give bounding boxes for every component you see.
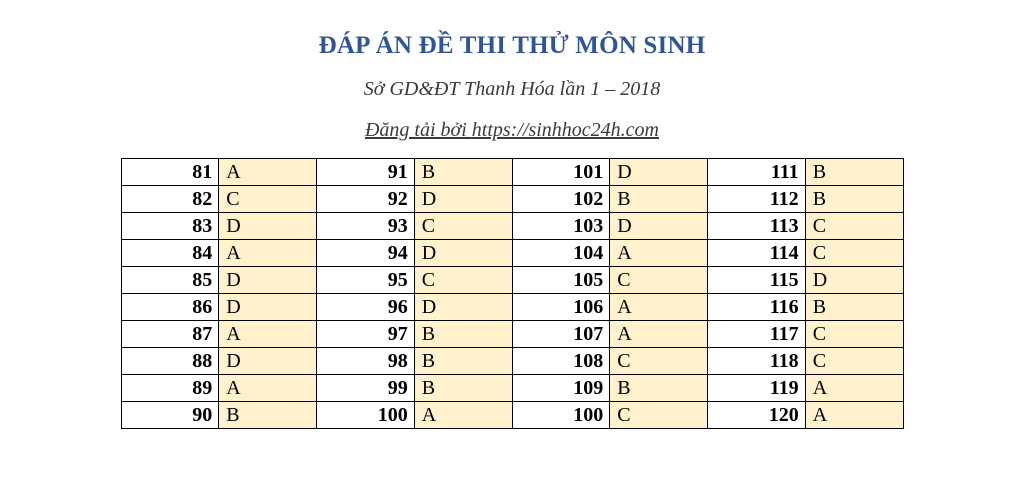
- question-number: 118: [708, 348, 805, 375]
- question-number: 95: [317, 267, 414, 294]
- answer-letter: B: [610, 186, 708, 213]
- answer-letter: C: [219, 186, 317, 213]
- answer-letter: B: [414, 348, 512, 375]
- answer-letter: A: [610, 294, 708, 321]
- question-number: 108: [512, 348, 609, 375]
- answer-letter: B: [414, 159, 512, 186]
- question-number: 93: [317, 213, 414, 240]
- table-row: [122, 321, 904, 348]
- question-number: 91: [317, 159, 414, 186]
- question-number: 100: [512, 402, 609, 429]
- question-number: 102: [512, 186, 609, 213]
- answer-letter: C: [610, 348, 708, 375]
- table-row: [122, 159, 904, 186]
- question-number: 115: [708, 267, 805, 294]
- answer-letter: D: [219, 348, 317, 375]
- answer-letter: A: [414, 402, 512, 429]
- credit-link[interactable]: https://sinhhoc24h.com: [471, 119, 659, 141]
- answer-letter: D: [610, 213, 708, 240]
- question-number: 119: [708, 375, 805, 402]
- question-number: 90: [122, 402, 219, 429]
- question-number: 83: [122, 213, 219, 240]
- question-number: 103: [512, 213, 609, 240]
- answer-letter: D: [414, 294, 512, 321]
- answer-letter: A: [610, 240, 708, 267]
- answer-letter: C: [610, 267, 708, 294]
- answer-letter: D: [219, 294, 317, 321]
- answer-letter: D: [414, 240, 512, 267]
- question-number: 100: [317, 402, 414, 429]
- question-number: 92: [317, 186, 414, 213]
- question-number: 99: [317, 375, 414, 402]
- table-row: [122, 240, 904, 267]
- answer-letter: A: [805, 375, 903, 402]
- question-number: 106: [512, 294, 609, 321]
- question-number: 88: [122, 348, 219, 375]
- question-number: 111: [708, 159, 805, 186]
- question-number: 81: [122, 159, 219, 186]
- question-number: 94: [317, 240, 414, 267]
- question-number: 82: [122, 186, 219, 213]
- answer-letter: C: [805, 348, 903, 375]
- question-number: 112: [708, 186, 805, 213]
- answer-letter: B: [219, 402, 317, 429]
- answer-table-body: [122, 159, 904, 429]
- question-number: 109: [512, 375, 609, 402]
- table-row: [122, 348, 904, 375]
- question-number: 114: [708, 240, 805, 267]
- table-row: [122, 402, 904, 429]
- question-number: 101: [512, 159, 609, 186]
- question-number: 96: [317, 294, 414, 321]
- question-number: 113: [708, 213, 805, 240]
- table-row: [122, 186, 904, 213]
- question-number: 117: [708, 321, 805, 348]
- table-row: [122, 267, 904, 294]
- table-row: [122, 294, 904, 321]
- answer-letter: A: [805, 402, 903, 429]
- answer-letter: B: [805, 186, 903, 213]
- answer-letter: B: [805, 294, 903, 321]
- answer-letter: D: [610, 159, 708, 186]
- answer-letter: A: [610, 321, 708, 348]
- question-number: 87: [122, 321, 219, 348]
- answer-letter: C: [805, 240, 903, 267]
- question-number: 116: [708, 294, 805, 321]
- answer-letter: C: [805, 213, 903, 240]
- page-title: ĐÁP ÁN ĐỀ THI THỬ MÔN SINH: [318, 32, 706, 59]
- answer-table: [121, 158, 904, 429]
- question-number: 84: [122, 240, 219, 267]
- answer-letter: A: [219, 321, 317, 348]
- answer-letter: D: [805, 267, 903, 294]
- answer-letter: D: [219, 267, 317, 294]
- answer-letter: A: [219, 375, 317, 402]
- question-number: 97: [317, 321, 414, 348]
- credit-line: [0, 119, 1024, 142]
- answer-letter: D: [219, 213, 317, 240]
- answer-letter: A: [219, 159, 317, 186]
- answer-letter: D: [414, 186, 512, 213]
- answer-letter: C: [414, 267, 512, 294]
- answer-letter: C: [805, 321, 903, 348]
- answer-letter: C: [414, 213, 512, 240]
- answer-letter: A: [219, 240, 317, 267]
- question-number: 89: [122, 375, 219, 402]
- question-number: 105: [512, 267, 609, 294]
- question-number: 107: [512, 321, 609, 348]
- answer-letter: B: [610, 375, 708, 402]
- answer-letter: C: [610, 402, 708, 429]
- answer-letter: B: [414, 321, 512, 348]
- question-number: 85: [122, 267, 219, 294]
- table-row: [122, 375, 904, 402]
- table-row: [122, 213, 904, 240]
- question-number: 98: [317, 348, 414, 375]
- question-number: 104: [512, 240, 609, 267]
- answer-letter: B: [414, 375, 512, 402]
- subtitle: Sở GD&ĐT Thanh Hóa lần 1 – 2018: [363, 78, 661, 100]
- credit-prefix: Đăng tải bởi: [364, 119, 472, 141]
- question-number: 120: [708, 402, 805, 429]
- question-number: 86: [122, 294, 219, 321]
- answer-letter: B: [805, 159, 903, 186]
